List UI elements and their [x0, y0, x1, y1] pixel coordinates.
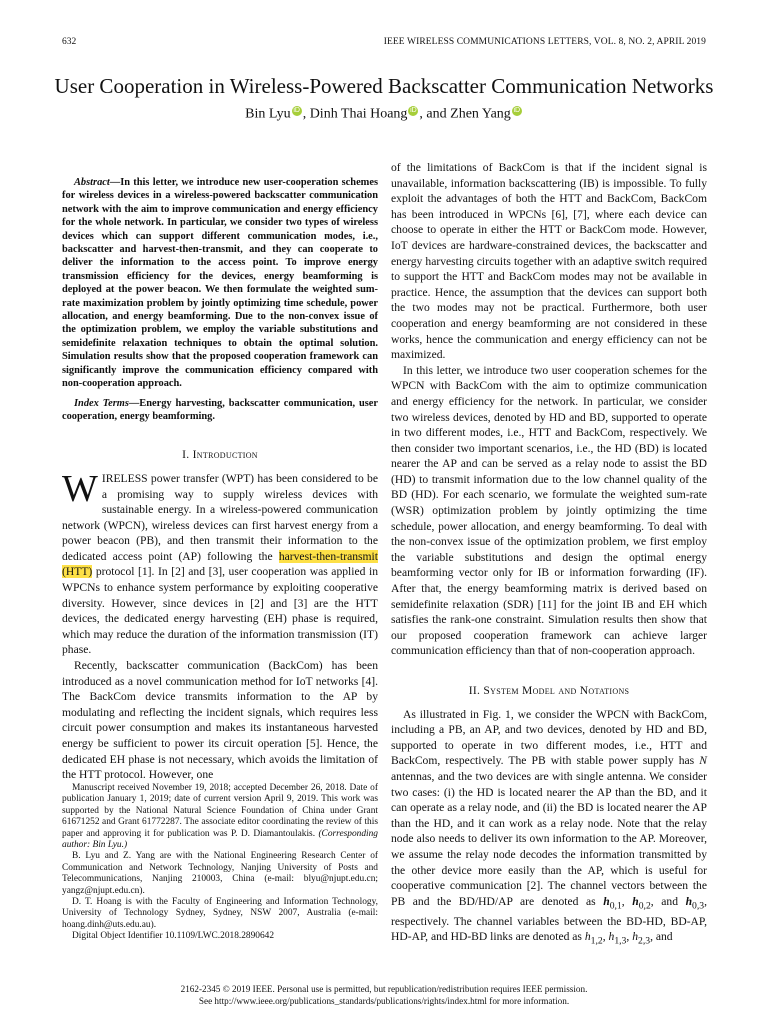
footnote-manuscript: [62, 783, 378, 851]
math-symbol: h: [632, 930, 638, 944]
index-terms: [62, 397, 378, 424]
footnote: [62, 783, 378, 943]
index-terms-label: Index Terms: [74, 397, 129, 409]
math-symbol: h: [608, 930, 615, 944]
intro-text: protocol [1]. In [2] and [3], user cooperation was applied in WPCNs to enhance system performance by exploiting cooperative diversity. However, since devices in [2] and [3] are the HTT devices, the dedicated energy harvesting (EH) phase is required, which may reduce the duration of the information transmission (IT) phase.: [62, 565, 378, 657]
intro-text: IRELESS power transfer (WPT) has been considered to be a promising way to supply wireless devices with sustainable energy. In a wireless-powered communication network (WPCN), wireless devices can first harvest energy from a power beacon (PB), and then transmit their information to the dedicated access point (AP) following the: [62, 471, 378, 563]
math-subscript: 0,1: [609, 900, 622, 912]
body-paragraph: As illustrated in Fig. 1, we consider the WPCN with BackCom, including a PB, an AP, and two devices, denoted by HD and BD, supported to operate in two different modes, i.e., HTT and BackCom, respectively. The PB with stable power supply has N antennas, and the two devices are with single antenna. We consider two cases: (i) the HD is located nearer the AP than the BD, and it can operate as a relay node, and (ii) the BD is located nearer the AP than the HD, and it can work as a relay node. Note that the relay node also needs to deliver its own information to the AP. Moreover, we assume the relay node decodes the information transmitted by the other device more easily than the AP, which is useful for cooperative communication [2]. The channel vectors between the PB and the BD/HD/AP are denoted as $h_{0,1}$, $h_{0,2}$, and $h_{0,3}$, respectively. The channel variables between the BD-HD, BD-AP, HD-AP, and HD-BD links are denoted as $h_{1,2}$, $h_{1,3}$, $h_{2,3}$, and: [391, 707, 707, 947]
math-symbol: h: [584, 930, 591, 944]
math-subscript: 0,2: [638, 900, 651, 912]
math-subscript: 0,3: [692, 900, 705, 912]
copyright-footer: [0, 983, 768, 1007]
author-list: [0, 106, 768, 123]
math-symbol: h: [685, 894, 693, 908]
corresponding-author: (Corresponding author: Bin Lyu.): [62, 828, 378, 851]
author-name: Zhen Yang: [450, 106, 511, 122]
math-symbol: N: [699, 754, 707, 768]
footnote-affiliation: D. T. Hoang is with the Faculty of Engineering and Information Technology, University of Technology Sydney, Sydney, NSW 2007, Australia (e-mail: hoang.dinh@uts.edu.au).: [62, 897, 378, 930]
journal-header: IEEE WIRELESS COMMUNICATIONS LETTERS, VOL. 8, NO. 2, APRIL 2019: [383, 37, 706, 47]
permissions-link[interactable]: See http://www.ieee.org/publications_standards/publications/rights/index.html for more information.: [198, 996, 570, 1006]
footnote-text: Manuscript received November 19, 2018; accepted December 26, 2018. Date of publication January 1, 2019; date of current version April 9, 2019. This work was supported by the National Natural Science Foundation of China under Grant 61671252 and Grant 61772287. The associate editor coordinating the review of this paper and approving it for publication was P. D. Diamantoulakis.: [62, 783, 378, 839]
copyright-line: 2162-2345 © 2019 IEEE. Personal use is permitted, but republication/redistribution requires IEEE permission.: [180, 984, 588, 994]
orcid-icon[interactable]: iD: [513, 107, 521, 114]
paper-title: User Cooperation in Wireless-Powered Backscatter Communication Networks: [54, 74, 714, 98]
section-heading-system-model: II. System Model and Notations: [468, 684, 630, 697]
author-separator: ,: [302, 106, 310, 122]
intro-paragraph: Recently, backscatter communication (BackCom) has been introduced as a novel communication method for IoT networks [4]. The BackCom device transmits information to the AP by modulating and reflecting the incident signals, which requires less circuit power consumption and makes its instantaneous harvested energy be sufficient to power its circuit operation [5]. Hence, the dedicated EH phase is not necessary, which avoids the limitation of the HTT protocol. However, one: [62, 659, 378, 782]
left-column: [62, 176, 378, 783]
body-text: antennas, and the two devices are with single antenna. We consider two cases: (i) the HD is located nearer the AP than the BD, and it can operate as a relay node, and (ii) the BD is located nearer the AP than the HD, and it can work as a relay node. Note that the relay node also needs to deliver its own information to the AP. Moreover, we assume the relay node decodes the information transmitted by the other device more easily than the AP, which is useful for cooperative communication [2]. The channel vectors between the PB and the BD/HD/AP are denoted as: [391, 769, 707, 908]
author-name: Dinh Thai Hoang: [309, 106, 408, 122]
drop-cap: W: [62, 467, 98, 510]
intro-paragraph: [62, 467, 378, 658]
body-text: , respectively. The channel variables between the BD-HD, BD-AP, HD-AP, and HD-BD links are denoted as: [391, 894, 707, 944]
math-subscript: 2,3: [637, 935, 651, 947]
footnote-affiliation: B. Lyu and Z. Yang are with the National Engineering Research Center of Communication and Network Technology, Nanjing University of Posts and Telecommunications, Nanjing 210003, China (e-mail: blyu@njupt.edu.cn; yangz@njupt.edu.cn).: [62, 851, 378, 896]
math-symbol: h: [603, 894, 610, 908]
abstract-text: —In this letter, we introduce new user-cooperation schemes for wireless devices in a wireless-powered backscatter communication network with the aim to improve communication and energy efficiency for the whole network. In particular, we consider two types of wireless devices which can support different communication modes, i.e., backscatter and harvest-then-transmit, and they can cooperate to deliver the information to the access point. To improve energy transmission efficiency for the devices, energy beamforming is deployed at the power beacon. We then formulate the weighted sum-rate maximization problem by jointly optimizing time schedule, power allocation, and energy beamforming. Due to the non-convex issue of the optimization problem, we employ the variable substitutions and semidefinite relaxation techniques to obtain the optimal solution. Simulation results show that the proposed cooperation framework can significantly improve the communication efficiency compared with non-cooperation approach.: [62, 177, 378, 390]
section-heading-introduction: I. Introduction: [182, 448, 258, 462]
math-subscript: 1,2: [590, 935, 603, 947]
footnote-doi: Digital Object Identifier 10.1109/LWC.2018.2890642: [72, 931, 275, 942]
body-text: , and: [650, 930, 673, 944]
orcid-icon[interactable]: iD: [410, 107, 417, 114]
body-paragraph: In this letter, we introduce two user cooperation schemes for the WPCN with BackCom with the aim to optimize communication and energy efficiency for the network. In particular, we consider two wireless devices, denoted by HD and BD, supported to operate in two different modes, i.e., HTT and BackCom, respectively. We then consider two important scenarios, i.e., the HD (BD) is located nearer the AP and can be served as a relay node to assist the BD (HD) to transmit information due to the low channel quality of the BD (HD). For each scenario, we formulate the weighted sum-rate (WSR) optimization problem by jointly optimizing the time schedule, power allocation, and energy beamforming. To deal with the non-convex issue of the optimization problem, we first employ the variable substitutions and design the optimal energy beamforming vector only for IB or information forwarding (IF). After that, the energy beamforming matrix is derived based on semidefinite relaxation (SDR) [11] for the joint IB and EH which satisfies the rank-one constraint. Simulation results then show that our proposed cooperation framework can achieve larger communication efficiency than that of non-cooperation approach.: [391, 363, 707, 658]
page-number: 632: [62, 37, 77, 47]
right-column: [391, 160, 707, 949]
abstract-label: Abstract: [74, 177, 110, 188]
highlighted-text[interactable]: harvest-then-transmit (HTT): [62, 549, 378, 579]
body-text: ,: [626, 930, 633, 944]
math-subscript: 1,3: [614, 935, 627, 947]
body-text: ,: [602, 930, 609, 944]
math-symbol: h: [632, 894, 639, 908]
author-separator: , and: [419, 106, 451, 122]
index-terms-text: —Energy harvesting, backscatter communication, user cooperation, energy beamforming.: [62, 397, 378, 422]
orcid-icon[interactable]: iD: [293, 107, 300, 114]
body-text: As illustrated in Fig. 1, we consider the WPCN with BackCom, including a PB, an AP, and two devices, denoted by HD and BD, supported to operate in two different modes, i.e., HTT and BackCom, respectively. The PB with stable power supply has: [391, 707, 707, 768]
body-paragraph: of the limitations of BackCom is that if the incident signal is unavailable, information backscattering (IB) is impossible. To fully exploit the advantages of both the HTT and BackCom, BackCom has been introduced in WPCNs [6], [7], where each device can choose to operate in either the HTT or BackCom mode. However, IoT devices are hardware-constrained devices, the backscatter and energy harvesting circuits together with an adaptive switch required to support the HTT and BackCom modes may not be available in practice. Hence, the assumption that the devices can support both the two modes may not be practical. Furthermore, both user cooperation and energy beamforming are not considered in these works, hence the communication and energy efficiency can not be maximized.: [391, 161, 707, 362]
author-name: Bin Lyu: [245, 106, 291, 122]
abstract: [62, 176, 378, 391]
